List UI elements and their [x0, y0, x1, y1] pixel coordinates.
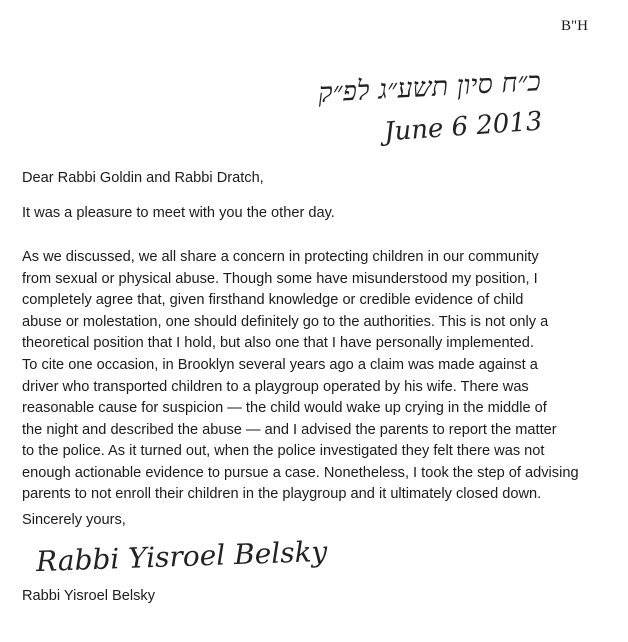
handwritten-hebrew-date: כ״ח סיון תשע״ג לפ״ק	[317, 66, 542, 109]
paragraph-line: abuse or molestation, one should definitely go to the authorities. This is not only a	[22, 313, 549, 330]
signer-name: Rabbi Yisroel Belsky	[22, 588, 156, 604]
paragraph-line: It was a pleasure to meet with you the other day.	[22, 205, 335, 221]
paragraph-line: To cite one occasion, in Brooklyn several years ago a claim was made against a	[22, 357, 538, 373]
paragraph-line: theoretical position that I hold, but also one that I have personally implemented.	[22, 335, 534, 351]
handwritten-date: June 6 2013	[383, 106, 544, 148]
paragraph-line: to the police. As it turned out, when the police investigated they felt there was not	[22, 443, 545, 459]
paragraph-line: As we discussed, we all share a concern in protecting children in our community	[22, 249, 539, 265]
paragraph-line: driver who transported children to a playgroup operated by his wife. There was	[22, 378, 529, 395]
paragraph-line: the night and described the abuse — and I advised the parents to report the matter	[22, 421, 557, 438]
paragraph-line: completely agree that, given firsthand knowledge or credible evidence of child	[22, 292, 524, 308]
paragraph-line: from sexual or physical abuse. Though some have misunderstood my position, I	[22, 270, 538, 287]
closing: Sincerely yours,	[22, 512, 126, 528]
paragraph-3	[22, 355, 612, 506]
paragraph-line: reasonable cause for suspicion — the child would wake up crying in the middle of	[22, 400, 547, 416]
paragraph-1	[22, 203, 612, 225]
paragraph-line: enough actionable evidence to pursue a case. Nonetheless, I took the step of advising	[22, 464, 579, 481]
paragraph-line: parents to not enroll their children in the playgroup and it ultimately closed down.	[22, 486, 542, 502]
bh-mark: B"H	[561, 18, 588, 34]
handwritten-signature: Rabbi Yisroel Belsky	[35, 534, 328, 579]
paragraph-2	[22, 247, 612, 355]
salutation: Dear Rabbi Goldin and Rabbi Dratch,	[22, 170, 264, 186]
